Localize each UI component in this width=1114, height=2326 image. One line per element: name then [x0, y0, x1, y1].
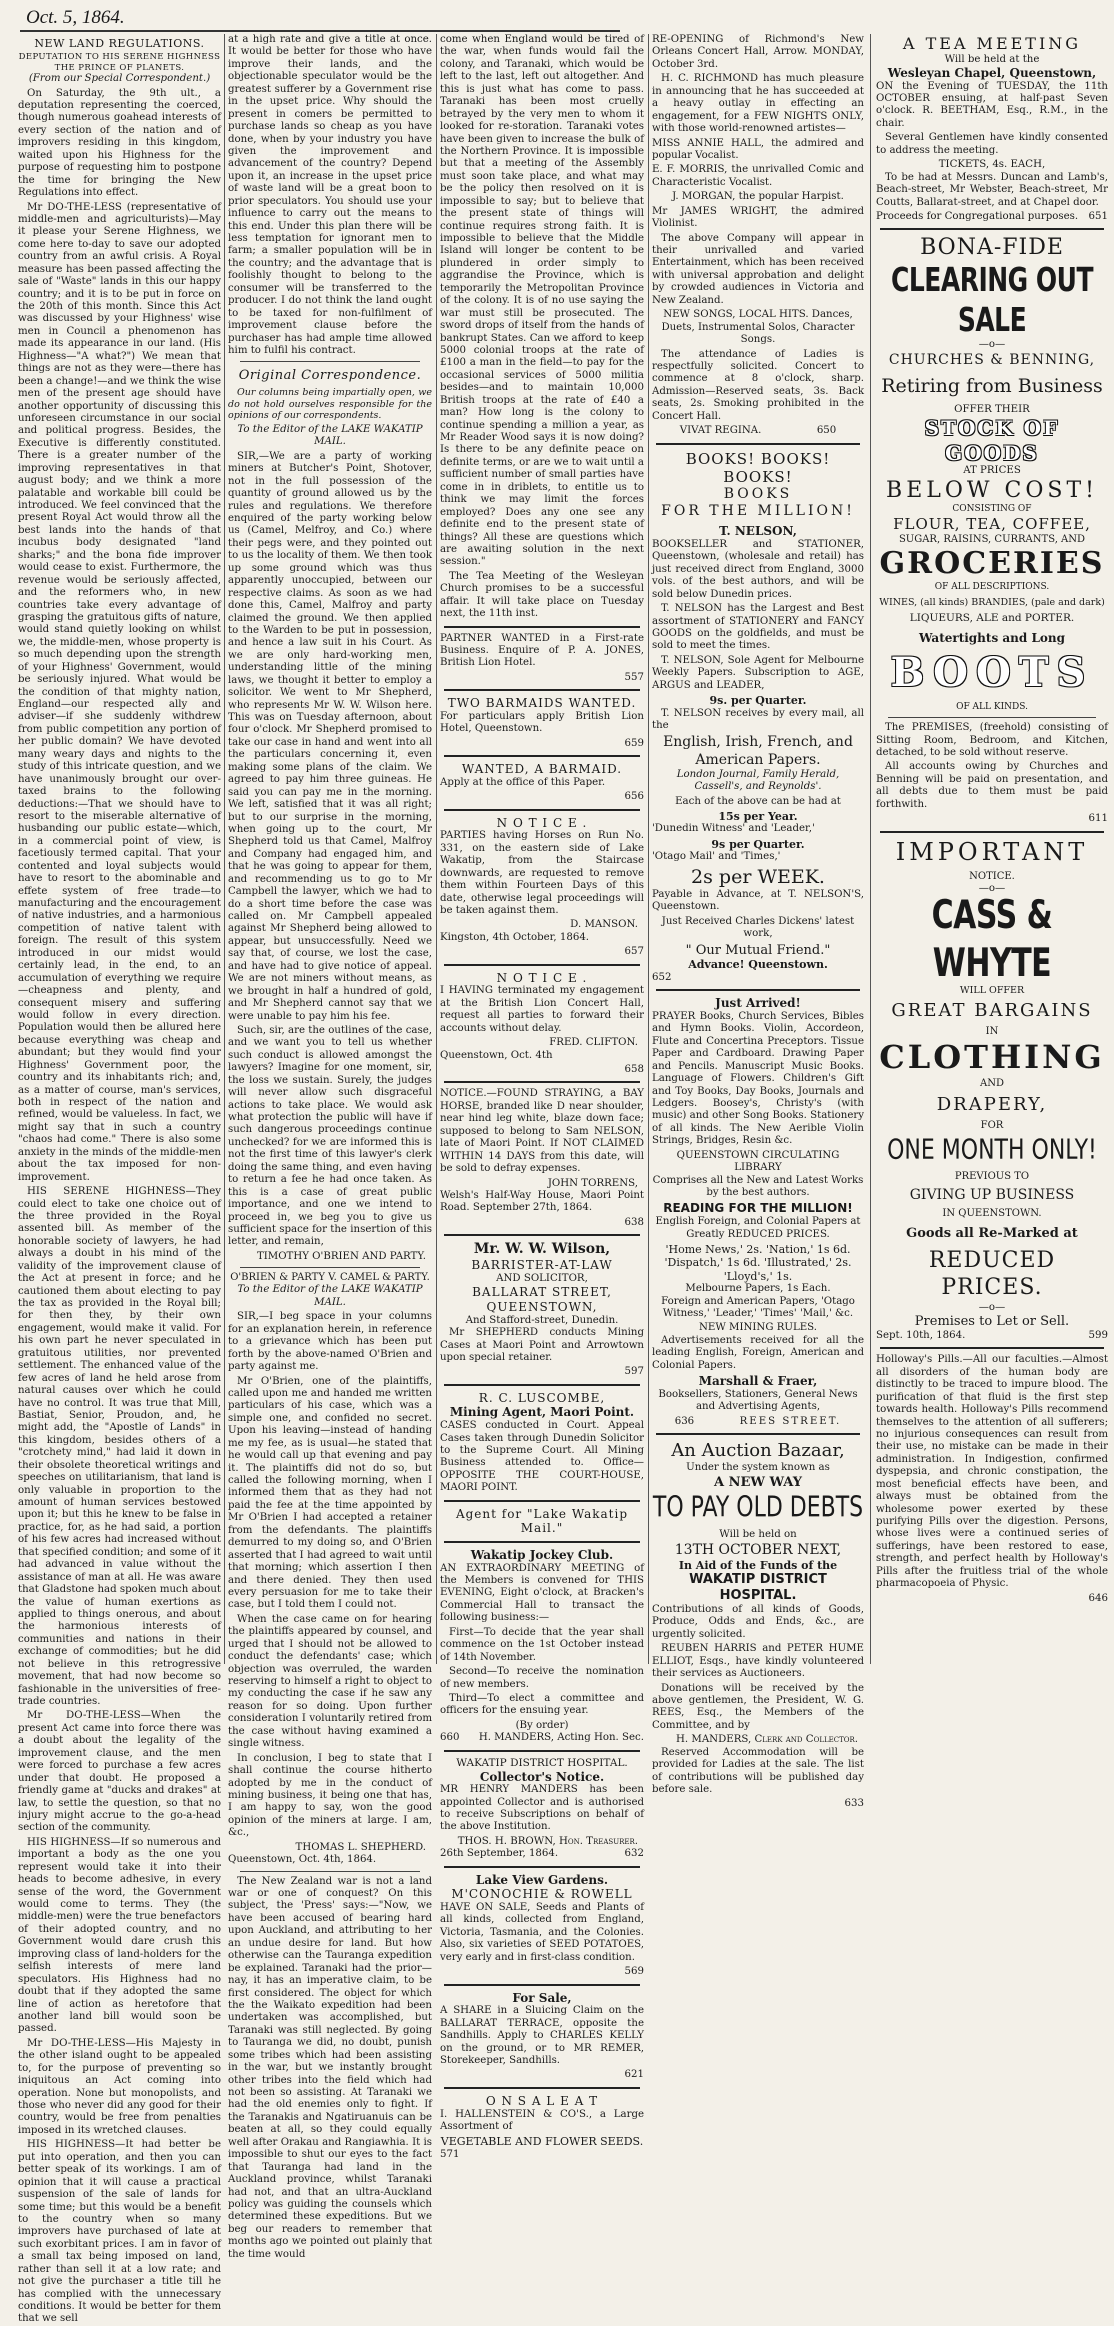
ad-number: 651 [1088, 210, 1108, 222]
notice-signature: JOHN TORRENS, [547, 1177, 638, 1189]
divider [444, 1384, 640, 1386]
ad-text: I. HALLENSTEIN & CO'S., a Large Assortment of [440, 2108, 644, 2132]
letter-paragraph: When the case came on for hearing the plaintiffs appeared by counsel, and urged that I should not be allowed to conduct the defendants' case; which objection was overruled, the warden reserving to himself a right to object to my conducting the case if he saw any reason for so doing. Upon further consideration I voluntarily retired from the case without having examined a single witness. [228, 1613, 432, 1750]
ad-list-item: Second—To receive the nomination of new members. [440, 1666, 644, 1690]
ad-title: For Sale, [512, 1990, 572, 2005]
notice-title: N O T I C E . [496, 970, 588, 985]
ad-text: IN [985, 1026, 999, 1038]
ad-title: BOOTS [890, 649, 1094, 697]
column-4 [652, 34, 864, 1810]
ad-text: WILL OFFER [959, 984, 1025, 996]
ad-text: OF ALL KINDS. [956, 702, 1028, 713]
divider [656, 443, 860, 445]
article-subtitle: DEPUTATION TO HIS SERENE HIGHNESS THE PRINCE OF PLANETS. [18, 52, 221, 73]
ad-text: Mr JAMES WRIGHT, the admired Violinist. [652, 205, 864, 230]
ad-signature: H. MANDERS, Acting Hon. Sec. [478, 1732, 644, 1744]
ad-number: 656 [624, 791, 644, 803]
notice-signature: D. MANSON. [570, 919, 638, 931]
ad-text: PRAYER Books, Church Services, Bibles and Hymn Books. Violin, Accordeon, Flute and Concertina Preceptors. Tissue Paper and Cardboard. Drawing Paper and Pencils. Manuscript Music Books. Language of Flowers. Children's Gift and Toy Books, Day Books, Journals and Ledgers. Boosey's, Christy's (with music) and other Song Books. Stationery of all kinds. The New Aerible Violin Strings, Bridges, Resin &c. [652, 1010, 864, 1147]
ad-text: Just Received Charles Dickens' latest work, [661, 915, 855, 940]
letter-paragraph: SIR,—I beg space in your columns for an explanation herein, in reference to a grievance which has been put forth by the above-named O'Brien and party against me. [228, 1311, 432, 1373]
notice-title: N O T I C E . [496, 815, 588, 830]
ad-text: AND [980, 1077, 1004, 1089]
ad-number: 621 [624, 2069, 644, 2081]
divider [240, 361, 420, 362]
ad-text: Mr SHEPHERD conducts Mining Cases at Maori Point and Arrowtown upon special retainer. [440, 1327, 644, 1363]
ad-price: 9s. per Quarter. [709, 694, 807, 708]
ad-title: QUEENSTOWN CIRCULATING LIBRARY [676, 1149, 840, 1174]
ad-text: All accounts owing by Churches and Benning will be paid on presentation, and all debts due to them must be paid forthwith. [876, 761, 1108, 810]
ad-price: 2s per WEEK. [691, 865, 825, 888]
column-1 [18, 34, 221, 2325]
ad-title: REDUCED PRICES. [928, 1247, 1056, 1300]
ad-text: —o— [978, 1301, 1006, 1313]
ad-list-item: Foreign and American Papers, 'Otago Witness,' 'Leader,' 'Times' 'Mail,' &c. [661, 1295, 855, 1320]
ad-list-item: Melbourne Papers, 1s Each. [685, 1283, 831, 1295]
divider [444, 689, 640, 691]
ad-text: TICKETS, 4s. EACH, [938, 159, 1046, 171]
ad-text: A SHARE in a Sluicing Claim on the BALLARAT TERRACE, opposite the Sandhills. Apply to CHARLES KELLY on the ground, or to MR REMER, Storekeeper, Sandhills. [440, 2005, 644, 2066]
ad-address: BALLARAT STREET, QUEENSTOWN, [472, 1285, 612, 1315]
divider [444, 1500, 640, 1502]
ad-title: Premises to Let or Sell. [914, 1314, 1070, 1330]
ad-text: IN QUEENSTOWN. [942, 1207, 1042, 1219]
divider [656, 989, 860, 991]
ad-text: NOTICE. [969, 870, 1015, 882]
article-paragraph: HIS HIGHNESS—If so numerous and important a body as the one you represent would take it into their heads to become adhesive, in every sense of the word, the Government would come to terms. They (the middle-men) were the true benefactors of their adopted country, and no Government would dare crush this improving class of land-holders for the selfish interests of mere land speculators. His Highness had no doubt that if they adopted the same line of action as heretofore that another land bill would soon be passed. [18, 1836, 221, 2035]
ad-number: 597 [624, 1366, 644, 1378]
letter-paragraph: In conclusion, I beg to state that I shall continue the course hitherto adopted by me in the conduct of mining business, it being one that has, I am happy to say, won the good opinion of the miners at large. I am, &c., [228, 1752, 432, 1839]
notice-text: NOTICE.—FOUND STRAYING, a BAY HORSE, branded like D near shoulder, near hind leg white, blaze down face; supposed to belong to Sam NELSON, late of Maori Point. If NOT CLAIMED WITHIN 14 DAYS from this date, will be sold to defray expenses. [440, 1088, 644, 1175]
divider [444, 1541, 640, 1543]
ad-text: The attendance of Ladies is respectfully solicited. Concert to commence at 8 o'clock, sharp. Admission—Reserved seats, 3s. Back seats, 2s. Smoking prohibited in the Concert Hall. [652, 348, 864, 422]
ad-text: Booksellers, Stationers, General News and Advertising Agents, [658, 1388, 858, 1413]
ad-title: CLOTHING [879, 1038, 1105, 1077]
article-paragraph: at a high rate and give a title at once. It would be better for those who have improve their lands, and the objectionable speculator would be the greatest sufferer by a Government rise in the upset price. Why should the present in comers be permitted to purchase lands so cheap as you have done, when by your industry you have given the improvement and advancement of the country? Depend upon it, an increase in the upset price of waste land will be a great boon to prior speculators. You should use your influence to carry out the means to this end. Under this plan there will be less temptation for ignorant men to farm; a smaller population will be in the country; and the advantage that is foolishly thought to belong to the consumer will be transferred to the producer. I do not think the land ought to be taxed for non-fulfilment of improvement clause before the purchaser has had ample time allowed him to fulfil his contract. [228, 34, 432, 356]
ad-footer [440, 1848, 644, 1860]
ad-title: IMPORTANT [895, 837, 1089, 866]
ad-price: 9s per Quarter. [711, 837, 805, 851]
ad-text: BOOKSELLER and STATIONER, Queenstown, (wholesale and retail) has just received direct from England, 3000 vols. of the best authors, and will be sold below Dunedin prices. [652, 538, 864, 600]
divider [444, 626, 640, 628]
ad-number: 638 [624, 1216, 644, 1228]
ad-text: Reserved Accommodation will be provided for Ladies at the sale. The list of contributions will be published day before sale. [652, 1746, 864, 1795]
ad-title: BONA-FIDE [920, 235, 1064, 261]
ad-text: Will be held at the [944, 53, 1040, 65]
ad-title: Retiring from Business [881, 374, 1103, 397]
ad-address: And Stafford-street, Dunedin. [465, 1314, 619, 1326]
ad-title: FLOUR, TEA, COFFEE, [893, 515, 1091, 534]
ad-text: (By order) [515, 1719, 569, 1731]
ad-number: 611 [1088, 813, 1108, 825]
ad-text: Apply at the office of this Paper. [440, 776, 606, 788]
ad-text: Advertisements received for all the leading English, Foreign, American and Colonial Papers. [652, 1334, 864, 1371]
article-paragraph: come when England would be tired of the war, when funds would fail the colony, and Taranaki, which would be left to the last, left out altogether. And this is just what has come to pass. Taranaki has been most cruelly betrayed by the very men to whom it looked for re-storation. Taranaki votes have been given to increase the bulk of the Northern Province. It is impossible but that a meeting of the Assembly must soon take place, and what may be the policy then resolved on it is impossible to say; but to believe that the present state of things will continue requires strong faith. It is impossible to believe that the Middle Island will longer be content to be plundered in order simply to aggrandise the Province, which is temporarily the Metropolitan Province of the colony. It is of no use saying the war must still be prosecuted. The sword drops of itself from the hands of bankrupt States. Can we afford to keep 5000 colonial troops at the rate of £100 a man in the field—to pay for the occasional services of 5000 militia besides—and to maintain 10,000 British troops at the rate of £40 a man? How long is the colony to continue spending a million a year, as Mr Reader Wood says it is now doing? Is there to be any definite peace on definite terms, or are we to wait until a sufficient number of small parties have come in in driblets, to entitle us to think we may limit the forces employed? Does any one see any definite end to the present state of things? All these are questions which are awaiting solution in the next session." [440, 34, 644, 568]
ad-list-item: 'Lloyd's,' 1s. [723, 1269, 793, 1283]
section-heading: Original Correspondence. [238, 368, 422, 384]
ad-title: Just Arrived! [715, 996, 801, 1011]
ad-list-item: 'Home News,' 2s. 'Nation,' 1s 6d. [665, 1242, 851, 1256]
ad-title: BOOKS! BOOKS! BOOKS! [685, 449, 831, 486]
ad-title: GREAT BARGAINS [891, 1000, 1093, 1022]
ad-title: CLEARING OUT SALE [890, 261, 1093, 339]
ad-text: The PREMISES, (freehold) consisting of Sitting Room, Bedroom, and Kitchen, detached, to be sold without reserve. [876, 722, 1108, 759]
ad-title: Wakatip Jockey Club. [470, 1547, 614, 1562]
letter-paragraph: Mr O'Brien, one of the plaintiffs, called upon me and handed me written particulars of his case, which was a simple one, and confided no secret. Upon his leaving—instead of handing me my fee, as is usual—he stated that he would call up that evening and pay it. The plaintiffs did not do so, but called the following morning, when I informed them that as they had not paid the fee at the time appointed by Mr O'Brien I had accepted a retainer from the defendants. The plaintiffs demurred to my doing so, and O'Brien asserted that I had agreed to wait until that morning; which assertion I then and there denied. They then used every persuasion for me to take their case, but I told them I could not. [228, 1375, 432, 1611]
ad-text: Donations will be received by the above gentlemen, the President, W. G. REES, Esq., the Members of the Committee, and by [652, 1682, 864, 1731]
divider [444, 1234, 640, 1236]
ad-number: 599 [1088, 1329, 1108, 1341]
ad-text: —o— [978, 339, 1006, 351]
ad-list-item: Third—To elect a committee and officers for the ensuing year. [440, 1692, 644, 1717]
ad-title: Agent for "Lake Wakatip Mail." [455, 1506, 629, 1536]
date-rule [20, 30, 620, 32]
ad-subtitle: Mining Agent, Maori Point. [449, 1405, 635, 1420]
editor-note: Our columns being impartially open, we do not hold ourselves responsible for the opinions of our correspondents. [228, 387, 432, 422]
ad-number: 633 [844, 1798, 864, 1810]
letter-paragraph: SIR,—We are a party of working miners at Butcher's Point, Shotover, not in the full possession of the quantity of ground allowed us by the rules and regulations. We therefore enquired of the party working below us (Camel, Melfroy, and Co.) where their pegs were, and they pointed out to us the locality of them. We then took up some ground which was thus apparently unoccupied, between our respective claims. As soon as we had done this, Camel, Malfroy and party claimed the ground. We then applied to the Warden to be put in possession, and hence a law suit in his Court. As we are only hard-working men, understanding little of the mining laws, we thought it better to employ a solicitor. We went to Mr Shepherd, who represents Mr W. W. Wilson here. This was on Tuesday afternoon, about four o'clock. Mr Shepherd promised to take our case in hand and went into all the particulars concerning it, even making some plans of the claim. We agreed to pay him three guineas. He said you can pay me in the morning. We left, satisfied that it was all right; but to our surprise in the morning, when going up to the court, Mr Shepherd told us that Camel, Malfroy and Company had engaged him, and that he was going to appear for them, and recommending us to go to Mr Campbell the lawyer, which we had to do a short time before the case was called on. Mr Campbell appealed against Mr Shepherd being allowed to appear, but unsuccessfully. Need we say that, of course, we lost the case, and have had to give notice of appeal. We are not miners without means, as we brought in half a hundred of gold, and Mr Shepherd cannot say that we were unable to pay him his fee. [228, 450, 432, 1022]
divider [880, 831, 1104, 833]
ad-text: E. F. MORRIS, the unrivalled Comic and Characteristic Vocalist. [652, 164, 864, 188]
ad-signature: H. MANDERS, Clerk and Collector. [676, 1734, 858, 1746]
ad-text: PREVIOUS TO [954, 1170, 1030, 1182]
ad-number: 557 [624, 671, 644, 683]
ad-subtitle: AND SOLICITOR, [496, 1272, 588, 1284]
ad-title: FOR THE MILLION! [661, 503, 855, 520]
divider [880, 1347, 1104, 1349]
ad-text: London Journal, Family Herald, Cassell's, and Reynolds'. [676, 768, 840, 793]
notice-place: Welsh's Half-Way House, Maori Point Road. September 27th, 1864. [440, 1189, 644, 1214]
ad-number: 658 [624, 1064, 644, 1075]
divider [444, 1984, 640, 1986]
ad-text: Contributions of all kinds of Goods, Produce, Odds and Ends, &c., are urgently solicited. [652, 1603, 864, 1640]
ad-text: AT PRICES [963, 465, 1021, 477]
ad-number: 652 [652, 971, 672, 983]
article-byline: (From our Special Correspondent.) [28, 73, 211, 85]
column-5 [876, 34, 1108, 1664]
divider [444, 1750, 640, 1752]
ad-text: CASES conducted in Court. Appeal Cases taken through Dunedin Solicitor to the Supreme Court. All Mining Business attended to. Office—OPPOSITE THE COURT-HOUSE, MAORI POINT. [440, 1420, 644, 1494]
ad-title: TWO BARMAIDS WANTED. [447, 696, 637, 711]
divider [888, 717, 1096, 718]
ad-footer [876, 1330, 1108, 1342]
ad-title: GIVING UP BUSINESS [909, 1186, 1075, 1203]
ad-text: NEW SONGS, LOCAL HITS. Dances, Duets, Instrumental Solos, Character Songs. [661, 309, 855, 346]
column-2 [228, 34, 432, 2260]
ad-address: REES STREET. [739, 1415, 842, 1427]
ad-title: CHURCHES & BENNING, [888, 351, 1096, 368]
ad-number: 650 [816, 425, 837, 437]
ad-text: The above Company will appear in their unrivalled and varied Entertainment, which has been received with universal approbation and delight by crowded audiences in Victoria and New Zealand. [652, 232, 864, 306]
ad-title: A TEA MEETING [902, 34, 1082, 53]
ad-title: " Our Mutual Friend." [685, 942, 831, 958]
divider [444, 964, 640, 966]
ad-text: Under the system known as [686, 1462, 830, 1474]
divider [444, 1081, 640, 1083]
ad-text: English Foreign, and Colonial Papers at Greatly REDUCED PRICES. [655, 1216, 861, 1240]
divider [880, 228, 1104, 230]
ad-signature: VIVAT REGINA. [679, 425, 762, 437]
ad-date: Sept. 10th, 1864. [876, 1329, 966, 1341]
ad-number: 659 [624, 737, 644, 749]
column-3 [440, 34, 644, 2160]
ad-number: 571 [440, 2148, 460, 2160]
divider [444, 1866, 640, 1868]
article-paragraph: The Tea Meeting of the Wesleyan Church promises to be a successful affair. It will take place on Tuesday next, the 11th inst. [440, 570, 644, 620]
ad-title: CASS & WHYTE [931, 892, 1053, 986]
ad-text: Comprises all the New and Latest Works by the best authors. [652, 1174, 864, 1198]
ad-title: BOOKS [723, 486, 793, 503]
ad-title: An Auction Bazaar, [671, 1440, 845, 1462]
ad-text: Payable in Advance, at T. NELSON'S, Queenstown. [652, 888, 864, 913]
ad-title: Watertights and Long [918, 630, 1066, 645]
divider [444, 2087, 640, 2089]
ad-text: To be had at Messrs. Duncan and Lamb's, Beach-street, Mr Webster, Beach-street, Mr Coutts, Ballarat-street, and at Chapel door. [876, 171, 1108, 208]
ad-title: Lake View Gardens. [475, 1872, 609, 1887]
ad-list-item: 'Dispatch,' 1s 6d. 'Illustrated,' 2s. [664, 1256, 852, 1270]
ad-text: In Aid of the Funds of the [678, 1558, 838, 1572]
ad-text: 'Otago Mail' and 'Times,' [652, 851, 781, 863]
ad-number: 636 [674, 1415, 695, 1427]
letter-title: O'BRIEN & PARTY V. CAMEL & PARTY. [230, 1272, 430, 1284]
ad-text: Several Gentlemen have kindly consented to address the meeting. [876, 132, 1108, 156]
divider [656, 1433, 860, 1435]
ad-title: A NEW WAY [713, 1474, 803, 1490]
ad-text: T. NELSON has the Largest and Best assortment of STATIONERY and FANCY GOODS on the goldfields, and must be sold to meet the times. [652, 603, 864, 652]
column-divider [648, 34, 649, 1664]
ad-text: Holloway's Pills.—All our faculties.—Almost all disorders of the human body are distinctly to be traced to impure blood. The purification of that fluid is the first step towards health. Holloway's Pills recommend themselves to the attention of all sufferers; no injurious consequences can result from their use, no mistake can be made in their administration. In Indigestion, confirmed dyspepsia, and chronic constipation, the most beneficial effects have been, and always must be obtained from the wholesome power exerted by these purifying Pills over the digestion. Persons, whose lives were a continued series of sufferings, have been restored to ease, strength, and perfect health by Holloway's Pills after the fruitless trial of the whole pharmacopoeia of Physic. [876, 1354, 1108, 1590]
ad-text: Will be held on [719, 1529, 797, 1541]
ad-text: REUBEN HARRIS and PETER HUME ELLIOT, Esqs., have kindly volunteered their services as Auctioneers. [652, 1643, 864, 1680]
ad-title: Wesleyan Chapel, Queenstown, [887, 65, 1097, 80]
ad-text: RE-OPENING of Richmond's New Orleans Concert Hall, Arrow. MONDAY, October 3rd. [652, 34, 864, 70]
ad-title: English, Irish, French, and American Papers. [663, 734, 853, 768]
ad-title: READING FOR THE MILLION! [663, 1201, 853, 1216]
ad-title: R. C. LUSCOMBE, [478, 1390, 606, 1405]
ad-title: TO PAY OLD DEBTS [652, 1492, 864, 1525]
ad-title: WAKATIP DISTRICT HOSPITAL. [456, 1756, 628, 1769]
notice-text: PARTIES having Horses on Run No. 331, on the eastern side of Lake Wakatip, from the Staircase downwards, are requested to remove them within Fourteen Days of this date, otherwise legal proceedings will be taken against them. [440, 830, 644, 916]
ad-text: Each of the above can be had at [675, 795, 841, 807]
divider [240, 1871, 420, 1872]
ad-footer [440, 1732, 644, 1744]
issue-date: Oct. 5, 1864. [26, 7, 125, 28]
article-paragraph: The New Zealand war is not a land war or one of conquest? On this subject, the 'Press' says:—"Now, we have been accused of bearing hard upon Auckland, and attributing to her an undue desire for land. But how otherwise can the Tauranga expedition be explained. Taranaki had the prior—nay, it has an imperative claim, to be first considered. The object for which the the Waikato expedition had been undertaken was accomplished, but Taranaki was still neglected. By going to Tauranga we did, no doubt, punish some tribes which had been assisting in the war, but we instantly brought other tribes into the field which had not been so assisting. At Taranaki we had the old enemies only to fight. If the Taranakis and Ngatiruanuis can be beaten at all, so they could equally well after Orakau and Rangiawhia. It is impossible to shut our eyes to the fact that Tauranga had land in the Auckland province, whilst Taranaki had not, and that an ultra-Auckland policy was guiding the counsels which determined these expeditions. But we beg our readers to remember that months ago we pointed out plainly that the time would [228, 1875, 432, 2260]
ad-footer [876, 211, 1108, 223]
ad-title: WANTED, A BARMAID. [461, 762, 623, 777]
ad-number: 657 [624, 946, 644, 958]
divider [444, 755, 640, 757]
ad-number: 632 [624, 1848, 644, 1860]
ad-text: CONSISTING OF [952, 504, 1032, 515]
ad-text: WINES, (all kinds) BRANDIES, (pale and dark) [879, 597, 1105, 609]
ad-text: OF ALL DESCRIPTIONS. [934, 582, 1050, 593]
ad-title: ONE MONTH ONLY! [887, 1134, 1097, 1166]
ad-title: WAKATIP DISTRICT HOSPITAL. [689, 1572, 827, 1604]
notice-place: Kingston, 4th October, 1864. [440, 931, 590, 943]
letter-address: To the Editor of the LAKE WAKATIP MAIL. [237, 423, 423, 448]
ad-text: HAVE ON SALE, Seeds and Plants of all kinds, collected from England, Victoria, Tasmania, and the Colonies. Also, six varieties of SEED POTATOES, very early and in first-class condition. [440, 1902, 644, 1963]
ad-text: T. NELSON, Sole Agent for Melbourne Weekly Papers. Subscription to AGE, ARGUS and LEADER, [652, 654, 864, 691]
ad-list-item: First—To decide that the year shall commence on the 1st October instead of 14th November. [440, 1626, 644, 1663]
notice-text: I HAVING terminated my engagement at the British Lion Concert Hall, request all parties to forward their accounts without delay. [440, 985, 644, 1034]
ad-title: T. NELSON, [719, 524, 797, 539]
article-paragraph: On Saturday, the 9th ult., a deputation representing the coerced, though numerous goahead interests of every section of the nation and of improvers residing in this kingdom, waited upon his Highness for the purpose of requesting him to postpone the time for bringing the New Regulations into effect. [18, 87, 221, 199]
ad-title: Marshall & Fraer, [698, 1374, 818, 1389]
ad-number: 569 [624, 1966, 644, 1978]
ad-text: J. MORGAN, the popular Harpist. [672, 191, 844, 203]
notice-place: Queenstown, Oct. 4th [440, 1049, 553, 1061]
letter-address: To the Editor of the LAKE WAKATIP MAIL. [237, 1284, 423, 1308]
notice-signature: FRED. CLIFTON. [549, 1037, 638, 1049]
ad-subtitle: Collector's Notice. [479, 1769, 605, 1784]
article-title: NEW LAND REGULATIONS. [34, 37, 205, 50]
article-paragraph: Mr DO-THE-LESS—His Majesty in the other island ought to be appealed to, for the purpose of preventing so iniquitous an Act coming into operation. None but monopolists, and those who never did any good for their country, would be free from penalties imposed in its wretched clauses. [18, 2037, 221, 2136]
ad-partner: PARTNER WANTED in a First-rate Business. Enquire of P. A. JONES, British Lion Hotel. [440, 632, 644, 669]
ad-title: Mr. W. W. Wilson, [473, 1241, 611, 1258]
ad-title: GROCERIES [879, 545, 1105, 581]
ad-text: H. C. RICHMOND has much pleasure in announcing that he has succeeded at a heavy outlay in effecting an engagement, for a FEW NIGHTS ONLY, with those world-renowned artistes— [652, 73, 864, 135]
ad-title: STOCK OF GOODS [924, 416, 1060, 465]
ad-subtitle: BARRISTER-AT-LAW [471, 1258, 613, 1273]
ad-footer [652, 425, 864, 437]
column-divider [224, 34, 225, 1664]
ad-title: NEW MINING RULES. [698, 1322, 818, 1334]
ad-text: FOR [980, 1119, 1004, 1131]
ad-text: For particulars apply British Lion Hotel, Queenstown. [440, 710, 644, 735]
ad-text: Advance! Queenstown. [688, 958, 828, 972]
ad-text: OFFER THEIR [954, 403, 1030, 415]
ad-text: VEGETABLE AND FLOWER SEEDS. [440, 2135, 644, 2149]
ad-title: BELOW COST! [886, 477, 1098, 503]
ad-text: ON the Evening of TUESDAY, the 11th OCTOBER ensuing, at half-past Seven o'clock. R. BEETHAM, Esq., R.M., in the chair. [876, 80, 1108, 129]
ad-date: 26th September, 1864. [440, 1848, 559, 1860]
ad-subtitle: M'CONOCHIE & ROWELL [451, 1887, 633, 1902]
ad-number: 646 [1088, 1592, 1108, 1604]
ad-footer [652, 1416, 864, 1428]
column-divider [436, 34, 437, 1664]
ad-title: DRAPERY, [936, 1093, 1048, 1115]
article-paragraph: Mr DO-THE-LESS—When the present Act came into force there was a doubt about the legality of the improvement clause, and the men were forced to purchase a few acres under that doubt. He proposed a friendly game at "ducks and drakes" at law, to settle the question, so that no injury might accrue to the go-a-head section of the community. [18, 1710, 221, 1834]
ad-text: AN EXTRAORDINARY MEETING of the Members is convened for THIS EVENING, Eight o'clock, at Bracken's Commercial Hall to transact the following business:— [440, 1562, 644, 1624]
ad-date: 13TH OCTOBER NEXT, [674, 1541, 842, 1558]
divider [444, 809, 640, 811]
divider [240, 1267, 420, 1268]
letter-signature: TIMOTHY O'BRIEN AND PARTY. [256, 1250, 426, 1262]
ad-signature: THOS. H. BROWN, Hon. Treasurer. [457, 1835, 638, 1847]
article-paragraph: HIS HIGHNESS—It had better be put into operation, and then you can better speak of its workings. I am of opinion that it will cause a practical suspension of the sale of lands for some time; but this would be a benefit to the country when so many improvers have purchased of late at such exorbitant prices. I am in favor of a small tax being imposed on land, rather than sell it at a low rate; and not give the purchaser a title till he has complied with the unnecessary conditions. It would be better for them that we sell [18, 2139, 221, 2325]
ad-title: Goods all Re-Marked at [906, 1226, 1078, 1242]
ad-number: 660 [440, 1732, 460, 1744]
column-divider [870, 34, 871, 1664]
letter-place: Queenstown, Oct. 4th, 1864. [228, 1854, 377, 1866]
ad-text: MISS ANNIE HALL, the admired and popular Vocalist. [652, 137, 864, 161]
ad-text: —o— [978, 883, 1006, 895]
article-paragraph: Mr DO-THE-LESS (representative of middle-men and agriculturists)—May it please your Serene Highness, we come here to-day to save our adopted country from an awful crisis. A Royal measure has been passed affecting the sale of "Waste" lands in this our happy country; and it is to be put in force on the 20th of this month. Since this Act was discussed by your Highness' wise men in Council a phenomenon has made its appearance in our land. (His Highness—"A what?") We mean that things are not as they were—there has been a change!—and we think the wise men of the present age should have another opportunity of discussing this unforeseen circumstance in our social and political progress. Besides, the Executive is differently constituted. There is a greater number of the improving representatives in that august body; and we think a more palatable and workable bill could be introduced. We feel convinced that the present Royal Act would throw all the best lands into the hands of that incubus body designated "land sharks;" and the bona fide improver would cease to exist. Furthermore, the revenue would be seriously affected, and the reformers who, in new countries take every advantage of grasping the gratuitous gifts of nature, would stand quietly looking on whilst we, the middle-men, whose property is so much depending upon the strength of your Highness' Government, would be seriously injured. What would be the condition of that mighty nation, England—our respected ally and adviser—if she suddenly withdrew from public competition any portion of her public domain? We have devoted many weary days and nights to the study of this intricate question, and we have unanimously brought our over-taxed brains to the following deductions:—That we should have to resort to the miserable alternative of husbanding our public estate—which, in a commercial point of view, is facetiously termed capital. That your contented and loyal subjects would have to resort to the abominable and effete system of free trade—to manufacturing and the encouragement of native industries, and a harmonious competition of native talent with foreign. The result of this system introduced in our midst would certainly lead, in the end, to an accumulation of everything we require—cheapness and plenty, and consequent misery and suffering would follow in every direction. Population would then be allured here because everything was cheap and abundant; but they would find your Highness' Government poor, the country and its inhabitants rich; and, as a matter of course, man's services, both in respect of the nation and refined, would be valueless. In fact, we might say that in such a country "chaos had come." There is also some anxiety in the minds of the middle-men about the tax imposed for non-improvement. [18, 201, 221, 1183]
letter-signature: THOMAS L. SHEPHERD. [295, 1841, 426, 1853]
ad-text: Proceeds for Congregational purposes. [876, 210, 1079, 222]
ad-price: 15s per Year. [718, 809, 798, 823]
letter-paragraph: Such, sir, are the outlines of the case, and we want you to tell us whether such conduct is allowed amongst the lawyers? Imagine for one moment, sir, the loss we sustain. Surely, the judges will never allow such disgraceful actions to take place. We would ask what protection the public will have if such dangerous proceedings continue unchecked? for we are informed this is not the first time of this lawyer's clerk doing the same thing, and even having to return a fee he had once taken. As this is a case of great public importance, and one we intend to proceed in, we beg you to give us sufficient space for the insertion of this letter, and remain, [228, 1024, 432, 1248]
ad-text: 'Dunedin Witness' and 'Leader,' [652, 823, 815, 835]
ad-text: LIQUEURS, ALE and PORTER. [909, 611, 1075, 624]
ad-text: SUGAR, RAISINS, CURRANTS, AND [898, 533, 1086, 545]
ad-text: MR HENRY MANDERS has been appointed Collector and is authorised to receive Subscriptions on behalf of the above Institution. [440, 1784, 644, 1833]
ad-title: O N S A L E A T [485, 2093, 599, 2108]
article-paragraph: HIS SERENE HIGHNESS—They could elect to take one choice out of the three provided in the Royal assented bill. As member of the honorable society of lawyers, he had always a doubt in his mind of the validity of the improvement clause of the Act at present in force; and he cautioned them about electing to pay the tax as provided in the Royal bill; for then they, by their own engagement, would make it valid. For his own part he never speculated in gratuitous utilities, nor prevented settlement. The enhanced value of the few acres of land he held arose from natural causes over which he could have no control. It was true that Mill, Bastiat, Senior, Proudon, and, he might add, the "Apostle of Lands" in this kingdom, besides others of a "crotchety mind," had laid it down in their obsolete theoretical writings and speeches on utilitarianism, that land is only valuable in proportion to the amount of human services bestowed upon it; but this he knew to be false in practice, for, as he had said, a portion of his few acres had increased without that specified condition; and some of it had advanced in value without the assistance of man at all. He was aware that Gladstone had spoken much about the value of human exertions as applied to things onerous, and about the harmonious interests of communities and nations in their exchange of commodities; but he did not believe in this retrogressive movement, that had now become so fashionable in the universities of free-trade countries. [18, 1186, 221, 1707]
ad-text: T. NELSON receives by every mail, all the [652, 707, 864, 732]
